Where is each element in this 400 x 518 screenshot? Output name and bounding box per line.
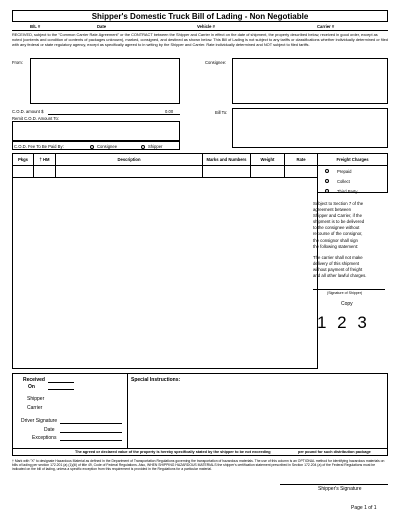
copy-numbers: 1 2 3 xyxy=(317,313,370,332)
shipper-option-label: Shipper xyxy=(148,144,163,149)
remit-cod-label: Remit C.O.D. Amount To: xyxy=(12,116,59,121)
carrier-statement-line: The carrier shall not make xyxy=(313,255,363,260)
page-title: Shipper's Domestic Truck Bill of Lading - Non Negotiable xyxy=(91,11,309,21)
received-line[interactable] xyxy=(48,382,74,383)
date-label: Date xyxy=(97,24,107,29)
section7-text xyxy=(313,201,388,250)
on-line[interactable] xyxy=(48,389,74,390)
col-pkgs: Pkgs xyxy=(13,154,34,165)
carrier-statement xyxy=(313,255,388,279)
vehicle-label: Vehicle # xyxy=(197,24,215,29)
consignee-option-label: Consignee xyxy=(97,144,118,149)
cell-marks[interactable] xyxy=(203,166,251,177)
terms-paragraph: RECEIVED, subject to the "Common Carrier Rate Agreement" or the CONTRACT between the Shipper and Carrier in effect on the date of shipment, the property described below, received in good order, except as noted (contents and condition of contents of packages unknown), marked, consigned, and destined as shown below. This Bill of Lading is not subject to any tariffs or classifications whether individually determined or filed with any federal or state regulatory agency, except as specifically agreed to in writing by the Shipper and Carrier. Rate individually determined and NOT subject to filed tariffs. xyxy=(12,32,388,47)
cell-rate[interactable] xyxy=(285,166,317,177)
on-label: On xyxy=(28,384,35,390)
shipper-receipt-label: Shipper xyxy=(27,396,45,402)
bl-number-label: B/L # xyxy=(30,24,41,29)
prepaid-label: Prepaid xyxy=(337,168,352,174)
receipt-date-line[interactable] xyxy=(60,432,122,433)
section7-line: Subject to Section 7 of the xyxy=(313,201,364,206)
cell-hm[interactable] xyxy=(34,166,56,177)
section7-line: shipment is to be delivered xyxy=(313,219,365,225)
declared-value-row xyxy=(12,449,388,456)
footer-signature-label: Shipper's Signature xyxy=(318,486,362,492)
items-row[interactable] xyxy=(13,166,317,178)
prepaid-radio[interactable] xyxy=(325,169,329,173)
carrier-label: Carrier # xyxy=(317,24,335,29)
receipt-date-label: Date xyxy=(44,427,55,433)
received-label: Received xyxy=(23,377,45,383)
third-party-radio[interactable] xyxy=(325,189,329,193)
carrier-statement-line: without payment of freight xyxy=(313,267,363,273)
cod-amount-value[interactable]: 0.00 xyxy=(165,109,174,114)
from-field[interactable] xyxy=(30,58,180,104)
section7-line: recourse of the consignor, xyxy=(313,231,363,237)
bill-to-label: Bill To: xyxy=(215,110,228,115)
col-marks-numbers: Marks and Numbers xyxy=(203,154,251,165)
signature-caption: (Signature of Shipper) xyxy=(327,291,363,295)
col-rate: Rate xyxy=(296,157,306,162)
footer-signature-line[interactable] xyxy=(280,484,388,485)
col-weight: Weight xyxy=(251,154,285,165)
carrier-receipt-label: Carrier xyxy=(27,405,43,411)
consignee-field[interactable] xyxy=(232,58,388,104)
section7-line: the consignor shall sign xyxy=(313,237,358,243)
cell-weight[interactable] xyxy=(251,166,285,177)
consignee-label: Consignee: xyxy=(205,60,227,65)
shipper-signature-line[interactable] xyxy=(313,289,385,290)
shipper-radio[interactable] xyxy=(141,145,145,149)
header-fields xyxy=(12,22,388,31)
receipt-block xyxy=(12,373,388,449)
section7-line: Shipper and Carrier, if the xyxy=(313,213,362,219)
declared-value-text: The agreed or declared value of the property is hereby specifically stated by the shipper to be not exceeding xyxy=(75,450,271,454)
special-instructions-label: Special Instructions: xyxy=(131,377,181,383)
bill-to-field[interactable] xyxy=(232,108,388,148)
freight-charges-panel xyxy=(318,153,388,193)
section7-line: the following statement: xyxy=(313,243,359,249)
freight-charges-header: Freight Charges xyxy=(318,154,387,166)
cell-description[interactable] xyxy=(56,166,203,177)
cod-fee-label: C.O.D. Fee To Be Paid By: xyxy=(14,144,64,149)
cod-amount-line xyxy=(48,114,180,115)
third-party-label: Third Party xyxy=(337,188,358,194)
carrier-statement-line: delivery of this shipment xyxy=(313,261,360,267)
carrier-statement-line: and all other lawful charges. xyxy=(313,273,367,279)
driver-signature-label: Driver Signature xyxy=(21,418,58,424)
items-table xyxy=(12,153,318,369)
copy-label: Copy xyxy=(341,301,353,307)
hazmat-note: † Mark with "X" to designate Hazardous Material as defined in the Department of Transportation Regulations governing the transportation of hazardous materials. The use of this column is an OPTIONAL method for identifying hazardous materials on bills of lading per section 172.201 (a) (1)(iii) of title 49, Code of Federal Regulations. Also, WHEN SHIPPING HAZARDOUS MATERIALS the shipper's certification statement prescribed in Section 172.204 (a) of the Federal Regulations must be indicated on the bill of lading, unless a specific exception from this requirement is provided in the Regulations for a particular material. xyxy=(12,459,385,472)
exceptions-line[interactable] xyxy=(60,440,122,441)
cell-pkgs[interactable] xyxy=(13,166,34,177)
receipt-divider xyxy=(127,374,128,448)
cod-amount-label: C.O.D. amount $ xyxy=(12,109,44,114)
col-description: Description xyxy=(56,154,203,165)
section7-line: agreement between xyxy=(313,207,351,213)
items-table-header xyxy=(13,154,317,166)
per-pound-text: per pound for such distribution package xyxy=(298,450,371,454)
from-label: From: xyxy=(12,60,23,65)
collect-label: Collect xyxy=(337,178,350,184)
consignee-radio[interactable] xyxy=(90,145,94,149)
exceptions-label: Exceptions xyxy=(32,435,57,441)
title-bar xyxy=(12,10,388,22)
cod-fee-row xyxy=(12,141,180,150)
page-number: Page 1 of 1 xyxy=(351,505,377,511)
driver-signature-line[interactable] xyxy=(60,423,122,424)
collect-radio[interactable] xyxy=(325,179,329,183)
col-hm: † HM xyxy=(34,154,56,165)
remit-cod-field[interactable] xyxy=(12,121,180,141)
section7-line: to the consignee without xyxy=(313,225,360,231)
